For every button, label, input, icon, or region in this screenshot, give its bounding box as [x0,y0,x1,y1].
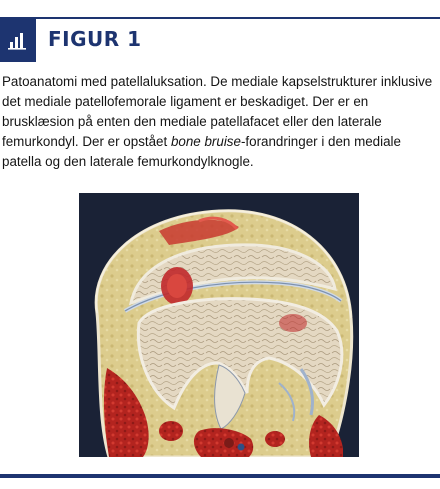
top-rule [0,17,440,19]
caption-text-end: -forandringer i den mediale patella og den laterale femurkondylknogle. [2,134,401,169]
bar-chart-icon [0,19,36,62]
figure-caption [2,72,438,172]
bottom-rule [0,474,440,478]
caption-italic-term: bone bruise [170,134,241,149]
figure-label: FIGUR 1 [48,27,142,51]
knee-cross-section-illustration [79,193,359,457]
caption-text-start: Patoanatomi med patellaluksation. De mediale kapselstrukturer inklusive det mediale patellofemorale ligament er beskadiget. Der er en brusklæsion på enten den mediale patellafacet eller den laterale femurkondyl. Der er opstået [2,74,433,149]
